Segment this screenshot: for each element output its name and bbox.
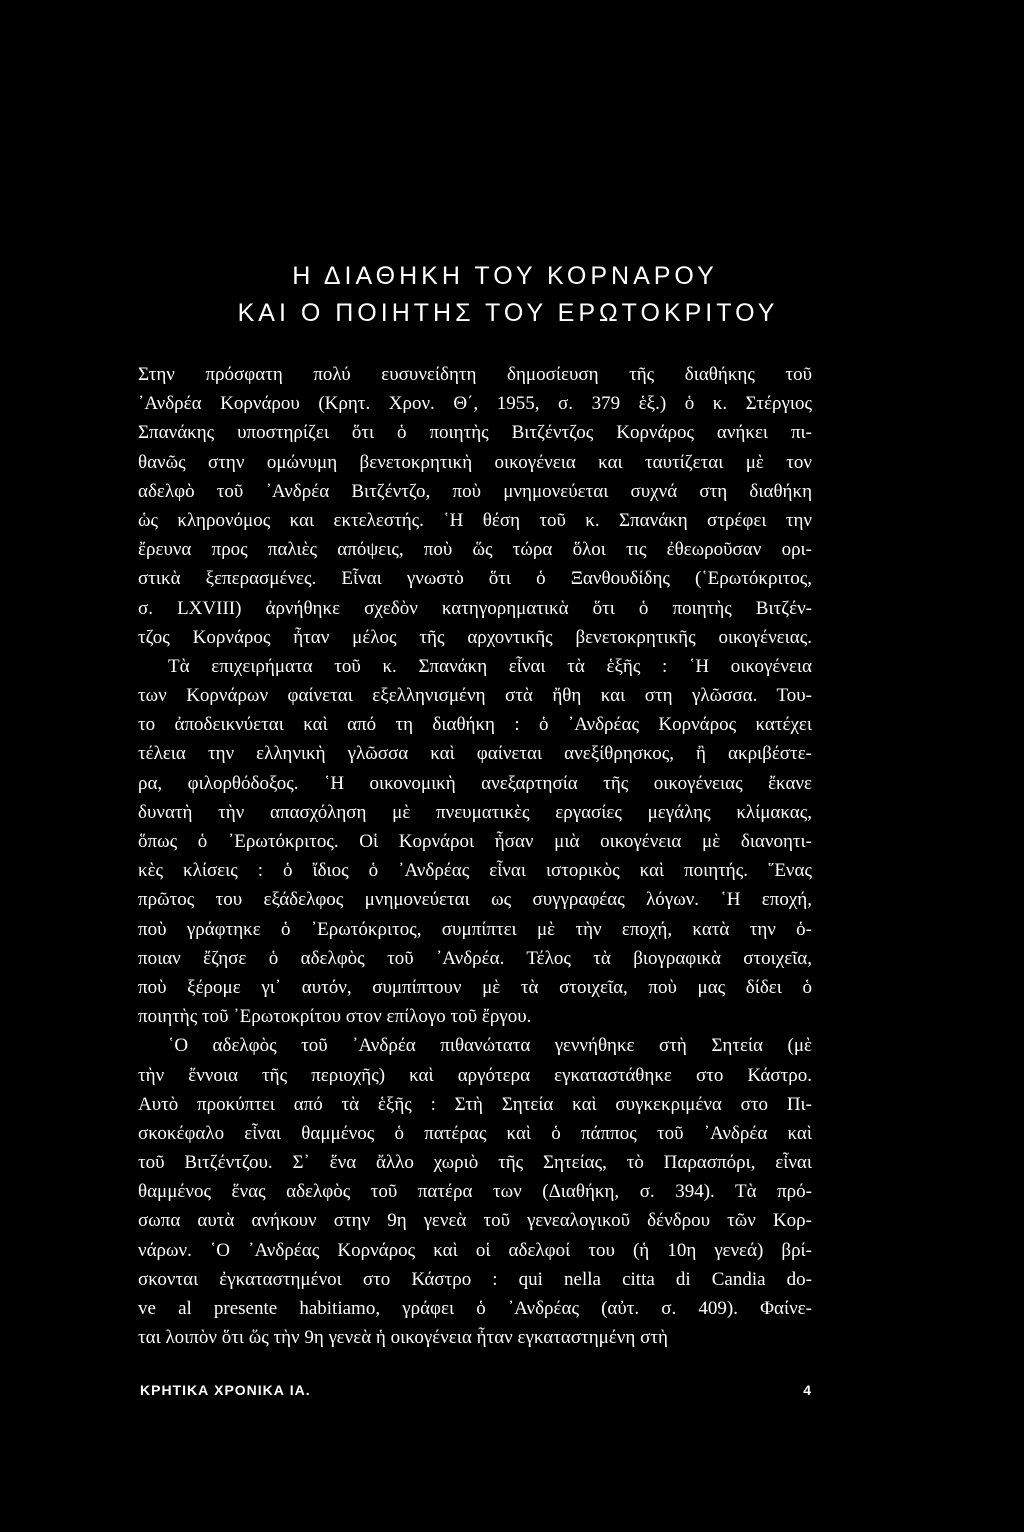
text-line: ῾Ο αδελφὸς τοῦ ᾿Ανδρέα πιθανώτατα γεννήθηκε στὴ Σητεία (μὲ xyxy=(168,1035,812,1057)
text-line: θανῶς στην ομώνυμη βενετοκρητικὴ οικογένεια και ταυτίζεται μὲ τον xyxy=(138,451,812,473)
text-line: το ἀποδεικνύεται καὶ από τη διαθήκη : ὁ ᾿Ανδρέας Κορνάρος κατέχει xyxy=(138,714,812,736)
text-line: αδελφὸ τοῦ ᾿Ανδρέα Βιτζέντζο, ποὺ μνημονεύεται συχνά στη διαθήκη xyxy=(138,480,812,502)
text-line: ποιαν ἔζησε ὁ αδελφὸς τοῦ ᾿Ανδρέα. Τέλος τὰ βιογραφικὰ στοιχεῖα, xyxy=(138,947,812,969)
text-line: ται λοιπὸν ὅτι ὥς τὴν 9η γενεὰ ἡ οικογένεια ἦταν εγκαταστημένη στὴ xyxy=(138,1327,668,1349)
text-line: δυνατὴ τὴν απασχόληση μὲ πνευματικὲς εργασίες μεγάλης κλίμακας, xyxy=(138,801,812,823)
page-number: 4 xyxy=(803,1382,812,1398)
text-line: ὅπως ὁ ᾿Ερωτόκριτος. Οἱ Κορνάροι ἦσαν μιὰ οικογένεια μὲ διανοητι- xyxy=(138,831,812,852)
text-line: σκοκέφαλο εἶναι θαμμένος ὁ πατέρας καὶ ὁ πάππος τοῦ ᾿Ανδρέα καὶ xyxy=(138,1122,812,1144)
text-line: τοῦ Βιτζέντζου. Σ᾿ ἕνα ἄλλο χωριὸ τῆς Σητείας, τὸ Παρασπόρι, εἶναι xyxy=(138,1152,812,1174)
text-line: νάρων. ῾Ο ᾿Ανδρέας Κορνάρος καὶ οἱ αδελφοί του (ἡ 10η γενεά) βρί- xyxy=(138,1239,812,1261)
text-line: κὲς κλίσεις : ὁ ἴδιος ὁ ᾿Ανδρέας εἶναι ιστορικὸς καὶ ποιητής. ῞Ενας xyxy=(138,860,812,882)
text-line: ρα, φιλορθόδοξος. ῾Η οικονομικὴ ανεξαρτησία τῆς οικογένειας ἔκανε xyxy=(138,772,812,794)
text-line: τὴν ἔννοια τῆς περιοχῆς) καὶ αργότερα εγκαταστάθηκε στο Κάστρο. xyxy=(138,1064,812,1086)
text-line: τζος Κορνάρος ἦταν μέλος τῆς αρχοντικῆς βενετοκρητικῆς οικογένειας. xyxy=(138,626,812,648)
text-line: σ. LXVIII) ἀρνήθηκε σχεδὸν κατηγορηματικὰ ὅτι ὁ ποιητὴς Βιτζέν- xyxy=(138,597,812,619)
text-line: θαμμένος ἕνας αδελφὸς τοῦ πατέρα των (Διαθήκη, σ. 394). Τὰ πρό- xyxy=(138,1181,812,1203)
text-line: ἔρευνα προς παλιὲς απόψεις, ποὺ ὥς τώρα ὅλοι τις ἐθεωροῦσαν ορι- xyxy=(138,539,812,561)
text-line: ποιητὴς τοῦ ᾿Ερωτοκρίτου στον επίλογο τοῦ ἔργου. xyxy=(138,1006,532,1028)
text-line: πρῶτος του εξάδελφος μνημονεύεται ως συγγραφέας λόγων. ῾Η εποχή, xyxy=(138,889,812,911)
text-line: ᾿Ανδρέα Κορνάρου (Κρητ. Χρον. Θ΄, 1955, σ. 379 ἑξ.) ὁ κ. Στέργιος xyxy=(138,393,812,415)
text-line: στικὰ ξεπερασμένες. Εἶναι γνωστὸ ὅτι ὁ Ξανθουδίδης (῾Ερωτόκριτος, xyxy=(138,568,812,590)
title-line-1: Η ΔΙΑΘΗΚΗ ΤΟΥ ΚΟΡΝΑΡΟΥ xyxy=(292,262,718,290)
text-line: ὡς κληρονόμος και εκτελεστής. ῾Η θέση τοῦ κ. Σπανάκη στρέφει την xyxy=(138,509,812,531)
text-line: Τὰ επιχειρήματα τοῦ κ. Σπανάκη εἶναι τὰ ἑξῆς : ῾Η οικογένεια xyxy=(168,655,812,677)
article-body xyxy=(138,360,812,1352)
text-line: των Κορνάρων φαίνεται εξελληνισμένη στὰ ἤθη και στη γλῶσσα. Του- xyxy=(138,685,812,707)
text-line: ποὺ γράφτηκε ὁ ᾿Ερωτόκριτος, συμπίπτει μὲ τὴν εποχή, κατὰ την ὁ- xyxy=(138,918,812,940)
text-line: ve al presente habitiamo, γράφει ὁ ᾿Ανδρέας (αὐτ. σ. 409). Φαίνε- xyxy=(138,1298,812,1319)
text-line: Στην πρόσφατη πολύ ευσυνείδητη δημοσίευση τῆς διαθήκης τοῦ xyxy=(138,364,812,385)
text-line: Αυτὸ προκύπτει από τὰ ἑξῆς : Στὴ Σητεία καὶ συγκεκριμένα στο Πι- xyxy=(138,1093,812,1115)
text-line: σκονται ἐγκαταστημένοι στο Κάστρο : qui nella citta di Candia do- xyxy=(138,1268,812,1290)
text-line: Σπανάκης υποστηρίζει ὅτι ὁ ποιητὴς Βιτζέντζος Κορνάρος ανήκει πι- xyxy=(138,422,812,444)
journal-name: ΚΡΗΤΙΚΑ ΧΡΟΝΙΚΑ ΙΑ. xyxy=(140,1382,311,1398)
text-line: σωπα αυτὰ ανήκουν στην 9η γενεὰ τοῦ γενεαλογικοῦ δένδρου τῶν Κορ- xyxy=(138,1210,812,1232)
text-line: τέλεια την ελληνικὴ γλῶσσα καὶ φαίνεται ανεξίθρησκος, ἢ ακριβέστε- xyxy=(138,743,812,765)
title-line-2: ΚΑΙ Ο ΠΟΙΗΤΗΣ ΤΟΥ ΕΡΩΤΟΚΡΙΤΟΥ xyxy=(237,299,779,327)
text-line: ποὺ ξέρομε γι᾿ αυτόν, συμπίπτουν μὲ τὰ στοιχεῖα, ποὺ μας δίδει ὁ xyxy=(138,976,812,998)
